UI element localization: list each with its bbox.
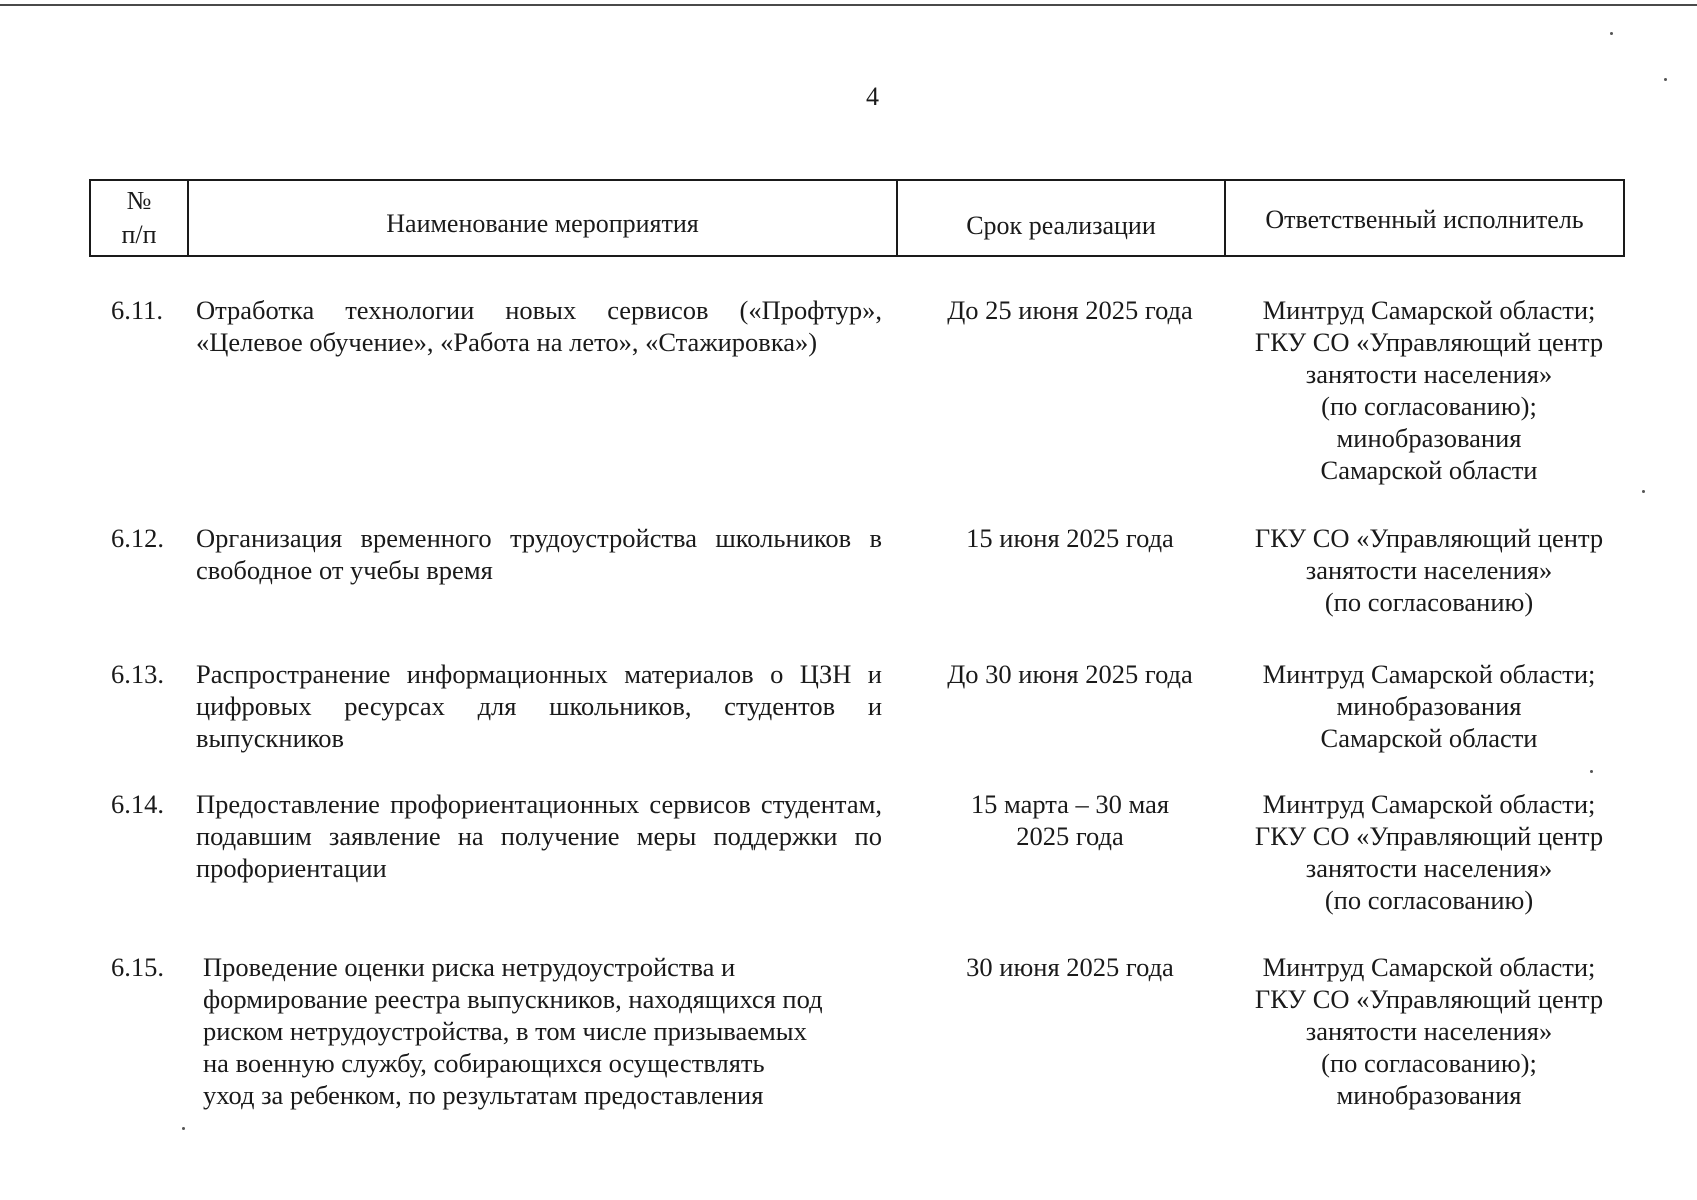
- scan-speck: [1610, 32, 1613, 35]
- responsible-line: ГКУ СО «Управляющий центр: [1254, 523, 1604, 553]
- header-responsible-label: Ответственный исполнитель: [1265, 205, 1584, 234]
- row-term: 15 июня 2025 года: [966, 523, 1174, 553]
- header-name-cell: [189, 181, 898, 255]
- responsible-line: минобразования: [1336, 1080, 1522, 1110]
- header-term-label: Срок реализации: [966, 211, 1156, 241]
- top-border-line: [0, 4, 1697, 6]
- row-responsible: [1234, 788, 1624, 916]
- responsible-line: Минтруд Самарской области;: [1262, 952, 1596, 982]
- responsible-line: минобразования: [1336, 423, 1522, 453]
- responsible-line: Самарской области: [1320, 455, 1538, 485]
- header-number-abbrev: п/п: [121, 220, 157, 249]
- row-number: 6.15.: [111, 952, 164, 982]
- table-header: [89, 179, 1625, 257]
- activity-line: уход за ребенком, по результатам предоставления: [203, 1080, 764, 1110]
- row-responsible: [1234, 658, 1624, 754]
- page-number: 4: [866, 82, 879, 111]
- row-number: 6.11.: [111, 295, 164, 325]
- responsible-line: Самарской области: [1320, 723, 1538, 753]
- activity-line: риском нетрудоустройства, в том числе призываемых: [203, 1016, 807, 1046]
- row-activity-name: Организация временного трудоустройства школьников в свободное от учебы время: [196, 523, 882, 585]
- responsible-line: Минтруд Самарской области;: [1262, 295, 1596, 325]
- row-activity-name: [203, 951, 889, 1111]
- row-activity-name: Отработка технологии новых сервисов («Профтур», «Целевое обучение», «Работа на лето», «Стажировка»): [196, 295, 882, 357]
- responsible-line: ГКУ СО «Управляющий центр: [1254, 984, 1604, 1014]
- row-number: 6.12.: [111, 523, 164, 553]
- row-responsible: [1234, 951, 1624, 1111]
- responsible-line: ГКУ СО «Управляющий центр: [1254, 327, 1604, 357]
- row-activity-name: Предоставление профориентационных сервисов студентам, подавшим заявление на получение меры поддержки по профориентации: [196, 789, 882, 883]
- responsible-line: занятости населения»: [1305, 1016, 1553, 1046]
- responsible-line: Минтруд Самарской области;: [1262, 659, 1596, 689]
- activity-line: Проведение оценки риска нетрудоустройства и: [203, 952, 736, 982]
- responsible-line: занятости населения»: [1305, 359, 1553, 389]
- term-line: 15 марта – 30 мая: [970, 789, 1170, 819]
- responsible-line: (по согласованию);: [1321, 391, 1537, 421]
- scan-speck: [1664, 78, 1667, 81]
- row-responsible: [1234, 294, 1624, 486]
- activity-line: на военную службу, собирающихся осуществлять: [203, 1048, 765, 1078]
- row-term: До 25 июня 2025 года: [947, 295, 1193, 325]
- header-number-cell: [91, 181, 189, 255]
- responsible-line: (по согласованию): [1324, 587, 1534, 617]
- row-number: 6.14.: [111, 789, 164, 819]
- row-activity-name: Распространение информационных материалов о ЦЗН и цифровых ресурсах для школьников, студентов и выпускников: [196, 659, 882, 753]
- responsible-line: (по согласованию): [1324, 885, 1534, 915]
- scan-speck: [1590, 770, 1593, 773]
- header-number-symbol: №: [126, 186, 152, 216]
- row-term: 30 июня 2025 года: [966, 952, 1174, 982]
- row-number: 6.13.: [111, 659, 164, 689]
- responsible-line: ГКУ СО «Управляющий центр: [1254, 821, 1604, 851]
- scan-speck: [1642, 490, 1645, 493]
- row-term: До 30 июня 2025 года: [947, 659, 1193, 689]
- responsible-line: занятости населения»: [1305, 555, 1553, 585]
- responsible-line: минобразования: [1336, 691, 1522, 721]
- responsible-line: занятости населения»: [1305, 853, 1553, 883]
- header-name-label: Наименование мероприятия: [386, 209, 699, 239]
- scan-speck: [182, 1127, 185, 1130]
- header-term-cell: [898, 181, 1226, 255]
- responsible-line: (по согласованию);: [1321, 1048, 1537, 1078]
- header-responsible-cell: [1226, 181, 1623, 255]
- term-line: 2025 года: [1016, 821, 1124, 851]
- row-term: [905, 788, 1235, 852]
- row-responsible: [1234, 522, 1624, 618]
- responsible-line: Минтруд Самарской области;: [1262, 789, 1596, 819]
- activity-line: формирование реестра выпускников, находящихся под: [203, 984, 823, 1014]
